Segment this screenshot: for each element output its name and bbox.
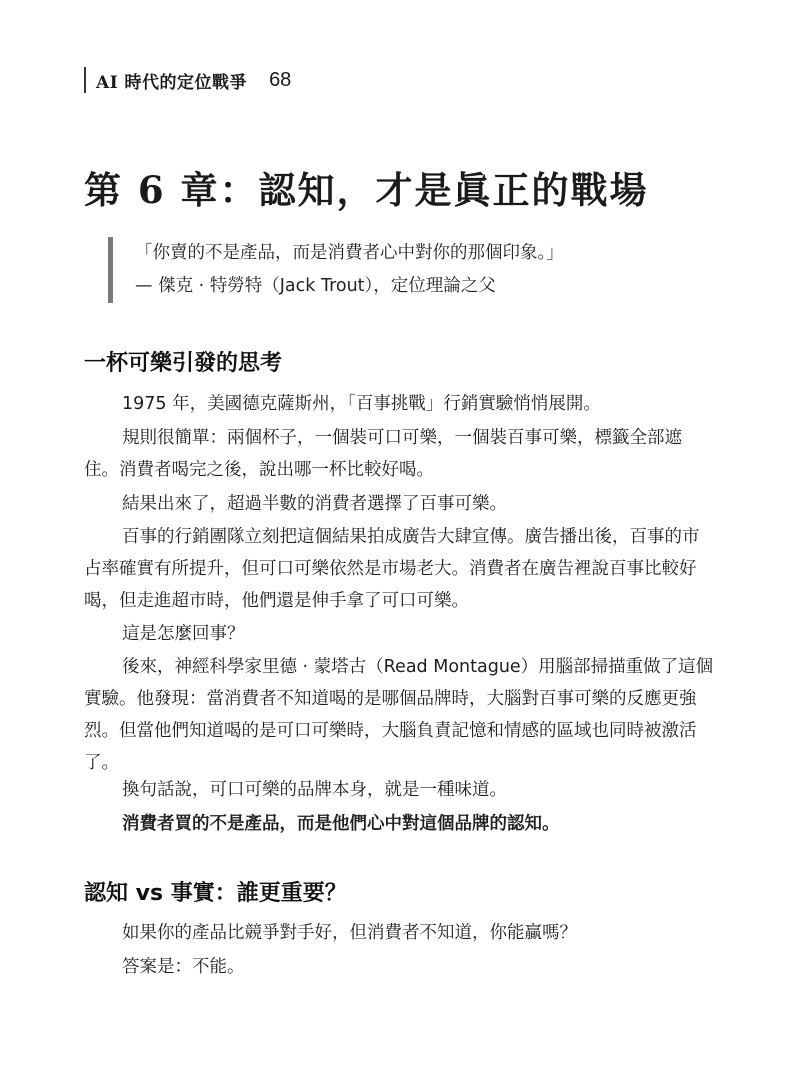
body-paragraph: 換句話說，可口可樂的品牌本身，就是一種味道。: [122, 780, 507, 800]
section-heading-cola: 一杯可樂引發的思考: [84, 351, 283, 376]
epigraph-quote: 「你賣的不是產品，而是消費者心中對你的那個印象。」: [135, 243, 564, 263]
running-head-rule: [84, 67, 86, 93]
body-paragraph: 這是怎麼回事？: [122, 624, 245, 644]
section-heading-perception-vs-fact: 認知 vs 事實：誰更重要？: [84, 881, 347, 906]
body-paragraph: 結果出來了，超過半數的消費者選擇了百事可樂。: [122, 494, 507, 514]
body-paragraph: 百事的行銷團隊立刻把這個結果拍成廣告大肆宣傳。廣告播出後，百事的市占率確實有所提升，但可口可樂依然是市場老大。消費者在廣告裡說百事比較好喝，但走進超市時，他們還是伸手拿了可口可樂。: [84, 527, 700, 611]
epigraph-attribution: — 傑克 · 特勞特（Jack Trout），定位理論之父: [135, 276, 496, 296]
page-number: 68: [269, 68, 292, 91]
body-paragraph: 答案是：不能。: [122, 957, 245, 977]
book-title: AI 時代的定位戰爭: [96, 72, 248, 93]
body-paragraph: 後來，神經科學家里德 · 蒙塔古（Read Montague）用腦部掃描重做了這個實驗。他發現：當消費者不知道喝的是哪個品牌時，大腦對百事可樂的反應更強烈。但當他們知道喝的是可口可樂時，大腦負責記憶和情感的區域也同時被激活了。: [84, 657, 714, 773]
key-takeaway: 消費者買的不是產品，而是他們心中對這個品牌的認知。: [122, 814, 560, 834]
body-paragraph: 規則很簡單：兩個杯子，一個裝可口可樂，一個裝百事可樂，標籤全部遮住。消費者喝完之後，說出哪一杯比較好喝。: [84, 428, 682, 480]
body-paragraph: 1975 年，美國德克薩斯州，「百事挑戰」行銷實驗悄悄展開。: [122, 394, 601, 414]
chapter-title: 第 6 章：認知，才是眞正的戰場: [84, 168, 649, 212]
epigraph: [108, 237, 755, 303]
running-head: [84, 66, 291, 94]
body-paragraph: 如果你的產品比競爭對手好，但消費者不知道，你能贏嗎？: [122, 923, 577, 943]
